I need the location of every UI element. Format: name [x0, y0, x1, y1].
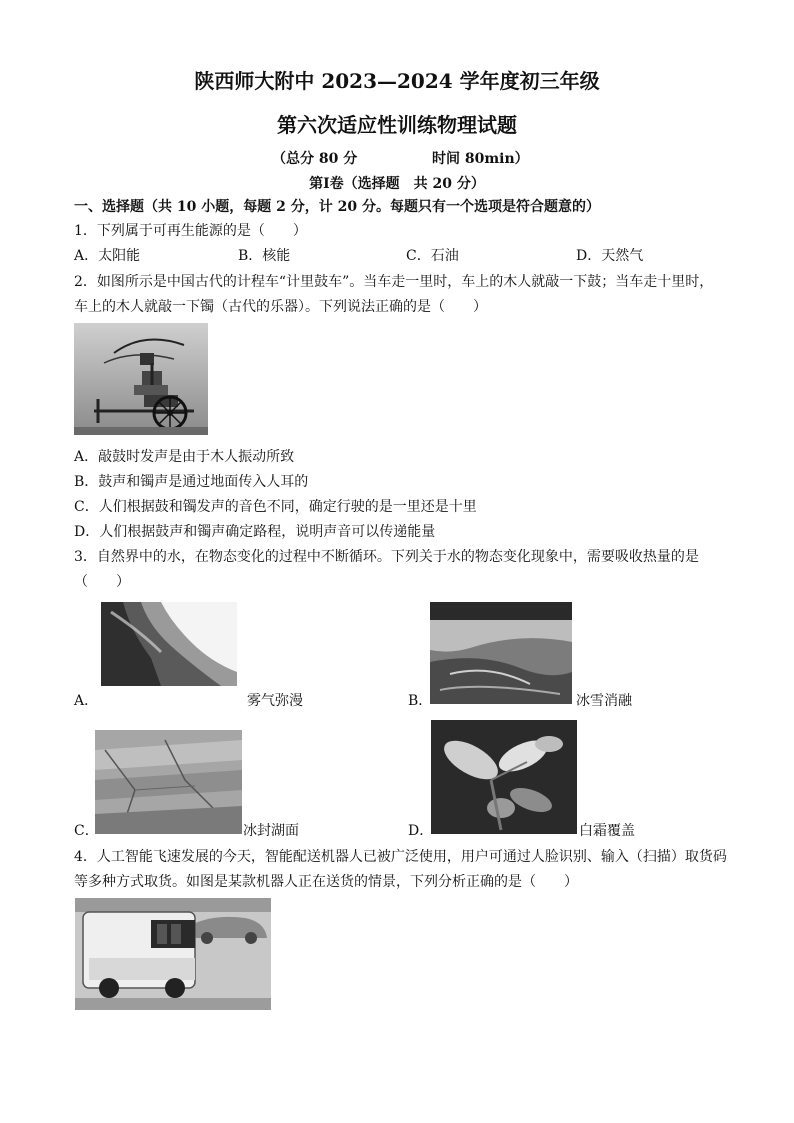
q1-option-a[interactable]: A．太阳能 [74, 248, 141, 264]
total-score: （总分 80 分 [272, 151, 358, 167]
q3-option-c-caption: 冰封湖面 [243, 823, 299, 839]
q3-option-d-letter[interactable]: D． [408, 823, 434, 839]
q3-stem-line2: （ ） [74, 574, 130, 590]
fog-photo [101, 602, 237, 686]
q1-option-d[interactable]: D．天然气 [576, 248, 644, 264]
q2-option-c[interactable]: C．人们根据鼓和镯发声的音色不同，确定行驶的是一里还是十里 [74, 499, 477, 515]
q3-option-c-letter[interactable]: C． [74, 823, 99, 839]
frozen-lake-photo [95, 730, 242, 834]
q2-option-d[interactable]: D．人们根据鼓声和镯声确定路程，说明声音可以传递能量 [74, 524, 436, 540]
q3-option-a-letter[interactable]: A． [74, 693, 99, 709]
part1-heading: 一、选择题（共 10 小题，每题 2 分，计 20 分。每题只有一个选项是符合题意的） [74, 199, 600, 215]
exam-title: 陕西师大附中 2023—2024 学年度初三年级 [194, 69, 600, 93]
frost-leaves-photo [431, 720, 577, 834]
q3-option-b-letter[interactable]: B． [408, 693, 433, 709]
q2-stem-line2: 车上的木人就敲一下镯（古代的乐器）。下列说法正确的是（ ） [74, 299, 487, 315]
q4-stem-line1: 4．人工智能飞速发展的今天，智能配送机器人已被广泛使用，用户可通过人脸识别、输入（扫描）取货码 [74, 849, 727, 865]
q3-stem-line1: 3．自然界中的水，在物态变化的过程中不断循环。下列关于水的物态变化现象中，需要吸收热量的是 [74, 549, 699, 565]
q2-option-b[interactable]: B．鼓声和镯声是通过地面传入人耳的 [74, 474, 309, 490]
exam-time: 时间 80min） [432, 151, 529, 167]
q1-option-c[interactable]: C．石油 [406, 248, 459, 264]
drum-cart-photo [74, 323, 208, 435]
q3-option-b-caption: 冰雪消融 [576, 693, 632, 709]
q3-option-d-caption: 白霜覆盖 [579, 823, 635, 839]
section-title: 第Ⅰ卷（选择题 共 20 分） [309, 176, 485, 192]
melting-ice-photo [430, 602, 572, 704]
exam-subtitle: 第六次适应性训练物理试题 [277, 113, 517, 137]
q4-stem-line2: 等多种方式取货。如图是某款机器人正在送货的情景，下列分析正确的是（ ） [74, 874, 578, 890]
delivery-robot-photo [75, 898, 271, 1010]
q1-option-b[interactable]: B．核能 [238, 248, 291, 264]
q2-option-a[interactable]: A．敲鼓时发声是由于木人振动所致 [74, 449, 295, 465]
q1-stem: 1．下列属于可再生能源的是（ ） [74, 223, 307, 239]
q3-option-a-caption: 雾气弥漫 [247, 693, 303, 709]
q2-stem-line1: 2．如图所示是中国古代的计程车“计里鼓车”。当车走一里时，车上的木人就敲一下鼓；当车走十里时， [74, 274, 714, 290]
